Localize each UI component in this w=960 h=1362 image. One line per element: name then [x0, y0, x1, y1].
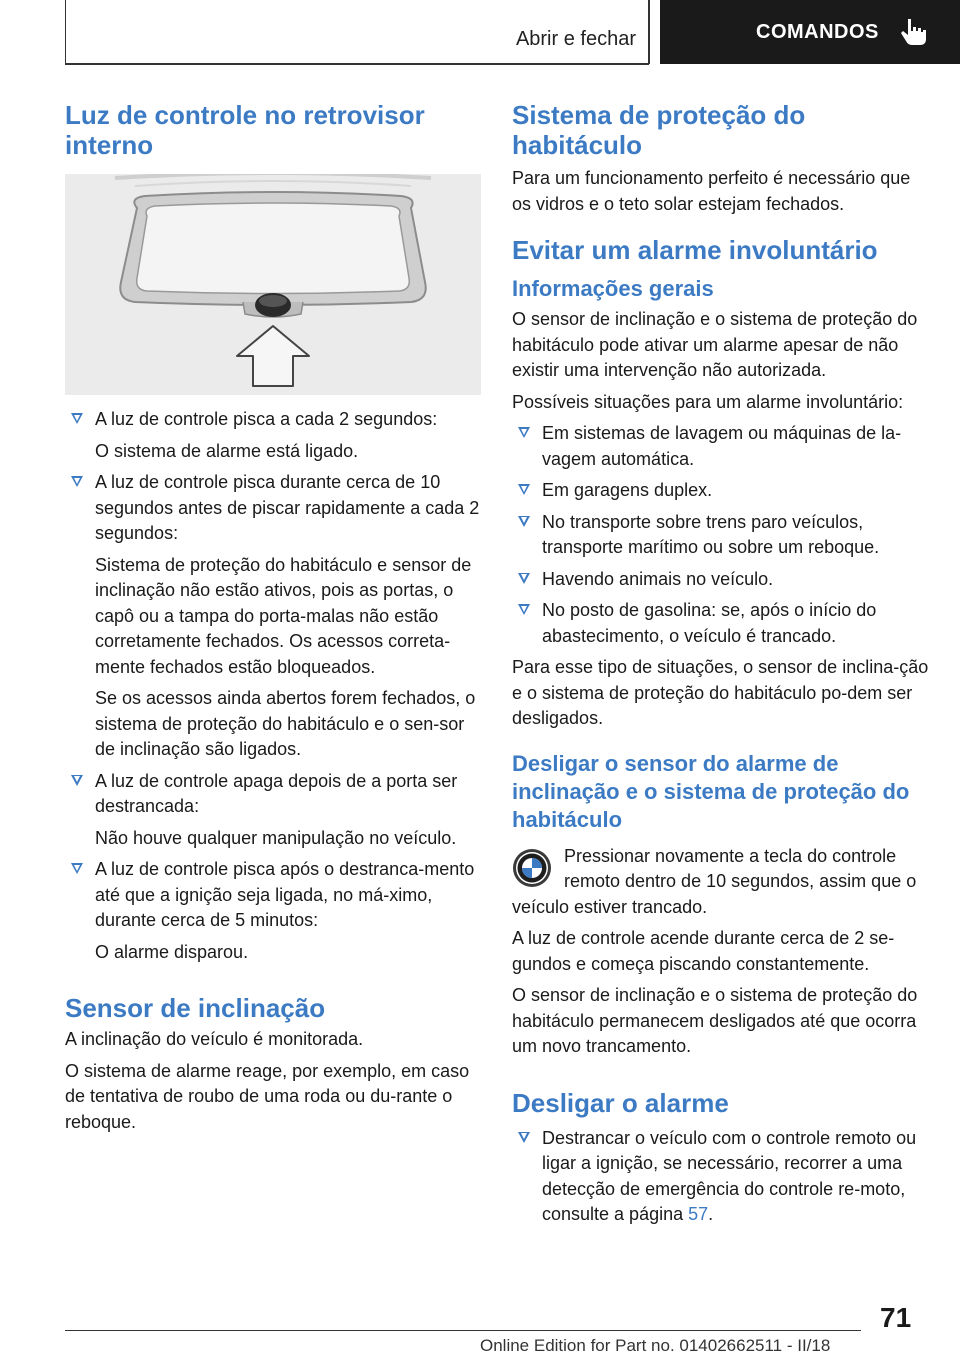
footer-edition: Online Edition for Part no. 01402662511 - II/18 — [480, 1336, 831, 1355]
pointing-hand-icon — [899, 17, 927, 47]
left-column — [65, 100, 481, 1141]
bullet-triangle-icon — [71, 863, 83, 874]
rearview-mirror-illustration — [65, 174, 481, 395]
header-rule-divider — [648, 0, 650, 64]
header-chapter-tab — [660, 0, 960, 64]
general-paragraph-3: Para esse tipo de situações, o sensor de inclina-ção e o sistema de proteção do habitáculo po-dem ser desligados. — [512, 657, 929, 728]
page-number: 71 — [880, 1302, 912, 1333]
bullet-triangle-icon — [518, 1132, 530, 1143]
heading-interior-protection: Sistema de proteção do habitáculo — [512, 100, 806, 160]
bullet-triangle-icon — [518, 484, 530, 495]
header-rule-bottom — [65, 63, 649, 65]
bullet-triangle-icon — [71, 413, 83, 424]
bullet-triangle-icon — [518, 573, 530, 584]
list-item: Destrancar o veículo com o controle remoto ou ligar a ignição, se necessário, recorrer a uma detecção de emergência do controle re-moto, consulte a página 57. — [512, 1126, 932, 1228]
header-rule-left — [65, 0, 66, 64]
switch-off-paragraph-2: A luz de controle acende durante cerca de 2 se-gundos e começa piscando constantemente. — [512, 928, 895, 974]
list-item: No transporte sobre trens paro veículos, transporte marítimo ou sobre um reboque. — [512, 510, 932, 561]
general-paragraph-2: Possíveis situações para um alarme involuntário: — [512, 391, 904, 412]
heading-tilt-sensor: Sensor de inclinação — [65, 993, 326, 1023]
list-item: A luz de controle pisca a cada 2 segundos: O sistema de alarme está ligado. — [65, 407, 481, 464]
false-alarm-situations-list — [512, 421, 932, 649]
footer-rule — [65, 1330, 861, 1331]
list-item: Em sistemas de lavagem ou máquinas de la-vagem automática. — [512, 421, 932, 472]
indicator-states-list — [65, 407, 481, 965]
switch-off-paragraph-3: O sensor de inclinação e o sistema de proteção do habitáculo permanecem desligados até que ocorra um novo trancamento. — [512, 985, 918, 1056]
bullet-triangle-icon — [71, 775, 83, 786]
list-item: A luz de controle apaga depois de a porta ser destrancada: Não houve qualquer manipulação no veículo. — [65, 769, 481, 852]
list-item: A luz de controle pisca durante cerca de 10 segundos antes de piscar rapidamente a cada 2 segundos: Sistema de proteção do habitáculo e sensor de inclinação não estão ativos, pois as portas, o capô ou a tampa do porta-malas não estão corretamente fechados. Os acessos correta-mente fechados estão bloqueados. Se os acessos ainda abertos forem fechados, o sistema de proteção do habitáculo e o sen-sor de inclinação são ligados. — [65, 470, 481, 763]
interior-paragraph: Para um funcionamento perfeito é necessário que os vidros e o teto solar estejam fechados. — [512, 168, 911, 214]
general-paragraph-1: O sensor de inclinação e o sistema de proteção do habitáculo pode ativar um alarme apesar de não existir uma intervenção não autorizada. — [512, 309, 918, 380]
right-column — [512, 100, 932, 1234]
header-section-title: Abrir e fechar — [515, 28, 636, 50]
list-item: Havendo animais no veículo. — [512, 567, 932, 593]
tilt-paragraph-2: O sistema de alarme reage, por exemplo, em caso de tentativa de roubo de uma roda ou du-rante o reboque. — [65, 1060, 470, 1132]
list-item: Em garagens duplex. — [512, 478, 932, 504]
list-item: A luz de controle pisca após o destranca-mento até que a ignição seja ligada, no má-ximo, durante cerca de 5 minutos: O alarme disparou. — [65, 857, 481, 965]
bullet-triangle-icon — [518, 427, 530, 438]
heading-switch-off-alarm: Desligar o alarme — [512, 1087, 729, 1118]
page-reference-link[interactable]: 57 — [688, 1204, 709, 1224]
switch-off-paragraph-1: Pressionar novamente a tecla do controle remoto dentro de 10 segundos, assim que o veículo estiver trancado. — [512, 845, 917, 917]
bullet-triangle-icon — [518, 516, 530, 527]
heading-switch-off-sensors: Desligar o sensor do alarme de inclinação e o sistema de proteção do habitáculo — [512, 750, 910, 832]
tilt-paragraph-1: A inclinação do veículo é monitorada. — [65, 1029, 364, 1049]
bmw-remote-key-icon — [512, 848, 552, 888]
header-chapter-label: COMANDOS — [756, 20, 879, 43]
bullet-triangle-icon — [71, 476, 83, 487]
switch-off-instruction — [512, 844, 932, 921]
bullet-triangle-icon — [518, 604, 530, 615]
heading-avoid-false-alarm: Evitar um alarme involuntário — [512, 235, 878, 265]
heading-rearview-indicator: Luz de controle no retrovisor interno — [65, 100, 425, 160]
list-item: No posto de gasolina: se, após o início do abastecimento, o veículo é trancado. — [512, 598, 932, 649]
alarm-off-list — [512, 1126, 932, 1228]
heading-general-info: Informações gerais — [512, 276, 714, 301]
